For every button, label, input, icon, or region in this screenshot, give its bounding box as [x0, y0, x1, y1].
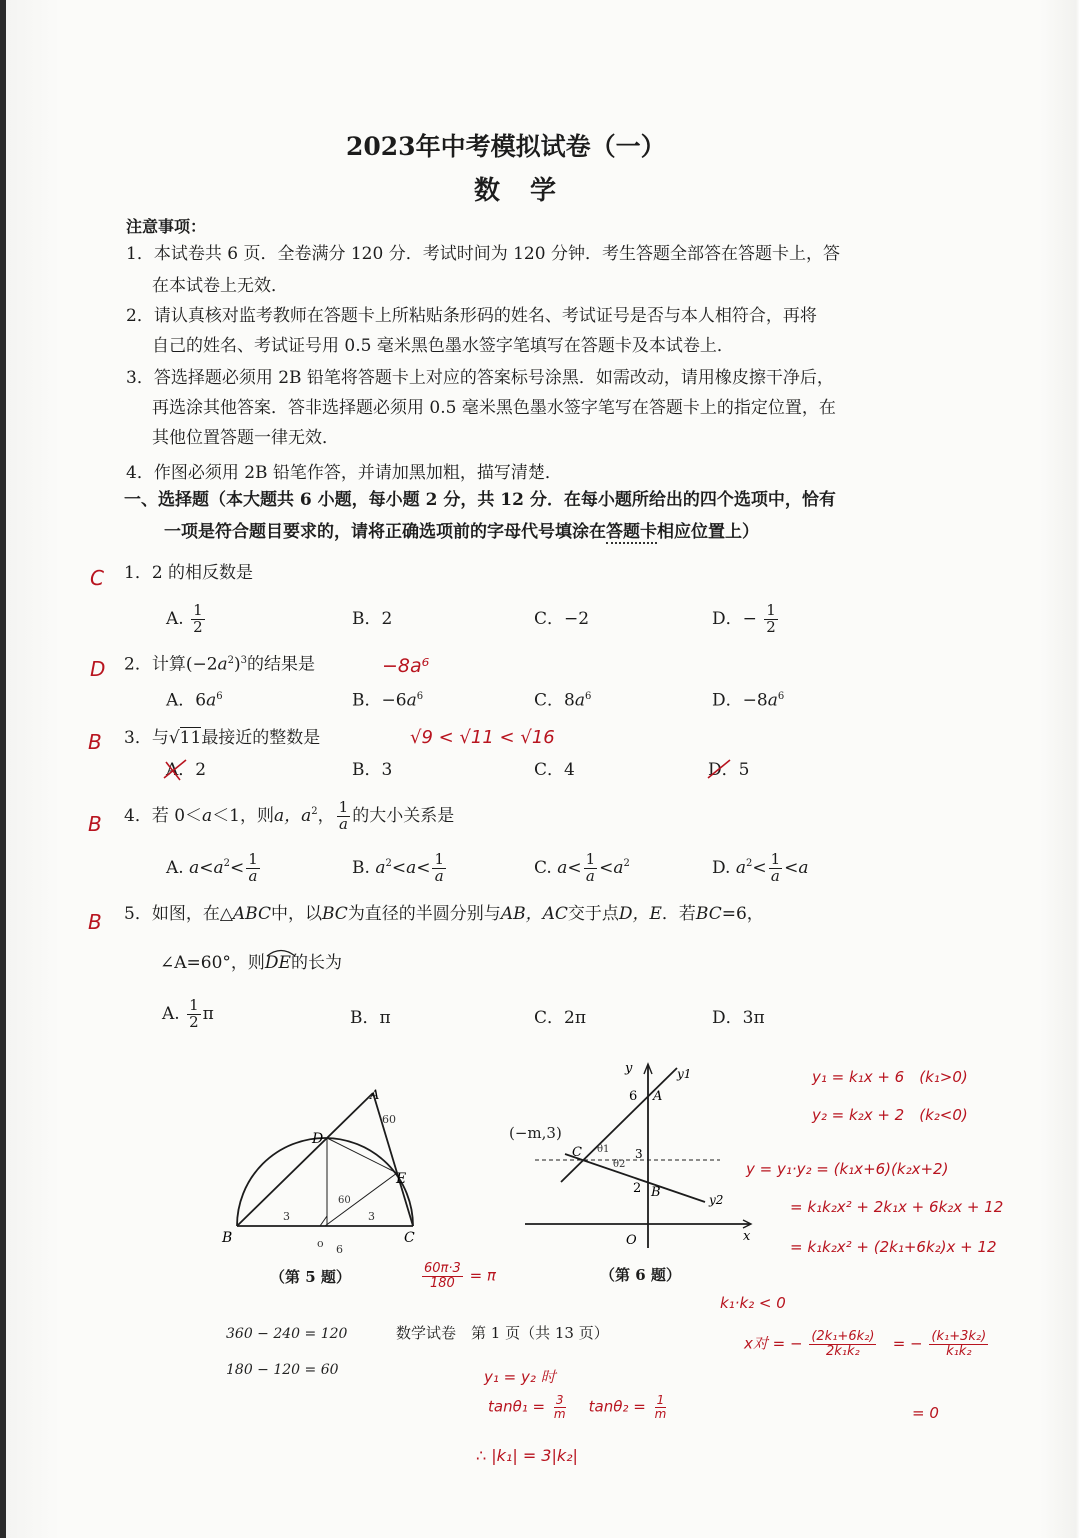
point-label-d: D [312, 1131, 324, 1147]
point-label-c: C [404, 1230, 415, 1246]
exam-title: 2023年中考模拟试卷（一） [346, 132, 666, 161]
emphasis-text: 答题卡 [606, 522, 657, 542]
handwritten-work: = 0 [912, 1404, 939, 1422]
option-b: B．π [350, 1008, 391, 1028]
handwritten-answer: B [88, 730, 102, 754]
numerator: 1 [189, 996, 199, 1014]
denominator: 2 [193, 617, 203, 636]
point-label-b: B [651, 1185, 661, 1200]
option-c: C. a< $\frac{1}{a}$ $<a^2$ [534, 850, 630, 885]
semicircle [237, 1138, 413, 1226]
series-label-y1: y1 [677, 1067, 692, 1081]
option-b: B. $a^2<a<$ $\frac{1}{a}$ [352, 850, 445, 885]
option-label: D. [712, 857, 731, 878]
handwritten-angle: θ2 [613, 1159, 626, 1170]
handwritten-answer: D [90, 657, 106, 681]
notice-line: 1．本试卷共 6 页．全卷满分 120 分．考试时间为 120 分钟．考生答题全部答在答题卡上，答 [126, 244, 840, 264]
notice-line: 4．作图必须用 2B 铅笔作答，并请加黑加粗，描写清楚． [126, 463, 562, 483]
radicand: 11 [179, 728, 202, 748]
variable: a [206, 690, 217, 711]
handwritten-work: = k₁k₂x² + 2k₁x + 6k₂x + 12 [790, 1198, 1004, 1216]
figure-6-caption: （第 6 题） [600, 1266, 681, 1284]
denominator: 180 [429, 1275, 455, 1291]
handwritten-work: y = y₁·y₂ = (k₁x+6)(k₂x+2) [746, 1160, 949, 1178]
variable: a [406, 690, 417, 711]
numerator: 1 [585, 850, 596, 868]
option-text: B．−6 [352, 690, 407, 711]
option-label: A. [166, 857, 184, 878]
handwritten-point: (−m,3) [509, 1124, 562, 1142]
page-footer: 数学试卷 第 1 页（共 13 页） [396, 1324, 609, 1342]
handwritten-label: 3 [368, 1210, 375, 1223]
point-label-a: A [370, 1088, 380, 1103]
stem-text: ， [317, 805, 335, 826]
exponent: 6 [584, 691, 592, 702]
fraction [929, 1330, 988, 1358]
fraction [246, 852, 260, 885]
handwritten-work: k₁·k₂ < 0 [720, 1294, 786, 1312]
option-a: A．2 [166, 760, 207, 780]
denominator: a [338, 814, 348, 833]
stem-text: 的结果是 [247, 654, 316, 675]
handwritten-work: 180 − 120 = 60 [226, 1362, 339, 1378]
handwritten-work: −8a⁶ [382, 655, 430, 677]
handwritten-work: = k₁k₂x² + (2k₁+6k₂)x + 12 [790, 1238, 997, 1256]
denominator: a [434, 866, 444, 885]
handwritten-text: x对 = − [744, 1334, 803, 1353]
y-axis-label: y [625, 1061, 633, 1076]
numerator: (2k₁+6k₂) [811, 1329, 875, 1344]
stem-text: 交于点 [567, 904, 619, 924]
cross-mark-icon [160, 756, 190, 784]
arc-symbol-icon [265, 947, 297, 957]
stem-text: 3．与 [124, 728, 169, 748]
fraction [422, 1262, 463, 1290]
figure-5-diagram [220, 1085, 430, 1260]
option-text: D．−8 [712, 690, 768, 711]
point-label-a: A [653, 1089, 663, 1104]
handwritten-answer: C [90, 566, 104, 590]
fraction [337, 800, 351, 833]
handwritten-work: y₁ = y₂ 时 [484, 1368, 556, 1386]
option-c: C．−2 [534, 609, 590, 629]
handwritten-work [488, 1394, 670, 1420]
exponent: 6 [777, 691, 785, 702]
option-c [534, 692, 591, 710]
option-label: C. [534, 857, 552, 878]
exponent: 6 [416, 691, 424, 702]
stem-text: ) [234, 654, 241, 675]
handwritten-angle: θ1 [597, 1144, 610, 1155]
denominator: 2 [189, 1012, 199, 1031]
question-stem: 1．2 的相反数是 [124, 563, 254, 583]
notice-line: 3．答选择题必须用 2B 铅笔将答题卡上对应的答案标号涂黑．如需改动，请用橡皮擦干净后， [126, 368, 834, 388]
option-b [352, 692, 423, 710]
handwritten-work: y₂ = k₂x + 2 (k₂<0) [812, 1106, 968, 1124]
exponent: 6 [216, 691, 223, 702]
fraction [769, 852, 783, 885]
denominator: a [585, 866, 595, 885]
variable: D，E [618, 904, 662, 924]
handwritten-label: 6 [336, 1243, 343, 1256]
pi-symbol: π [202, 1003, 214, 1024]
helper-line [325, 1173, 397, 1226]
arc-notation [265, 955, 291, 972]
handwritten-work [420, 1262, 496, 1290]
question-stem-cont [160, 955, 342, 972]
denominator: k₁k₂ [946, 1343, 972, 1359]
figure-6-diagram [505, 1058, 760, 1258]
option-label: B. [352, 857, 370, 878]
option-b: B．3 [352, 760, 393, 780]
handwritten-label: 3 [283, 1210, 290, 1223]
variable: DE [264, 953, 291, 973]
option-a [166, 603, 207, 636]
cross-mark-icon [704, 756, 734, 784]
option-d: D．5 [708, 760, 750, 780]
stem-text: ∠A=60°，则 [160, 953, 265, 973]
question-stem [124, 906, 764, 923]
handwritten-answer: B [88, 910, 102, 934]
subject-title: 数学 [474, 176, 587, 206]
handwritten-label: 60 [382, 1113, 396, 1126]
fraction [432, 852, 446, 885]
stem-text: 4．若 0＜ [124, 805, 203, 826]
option-text: C．8 [534, 690, 575, 711]
fraction [187, 998, 201, 1031]
numerator: 1 [770, 850, 781, 868]
exponent: 2 [311, 806, 318, 818]
stem-text: 5．如图，在△ [124, 904, 233, 924]
variable: BC [321, 904, 348, 924]
handwritten-label: 60 [338, 1195, 351, 1206]
helper-line [327, 1138, 397, 1173]
numerator: 3 [555, 1393, 564, 1407]
denominator: m [654, 1406, 667, 1421]
section-text: 相应位置上） [657, 522, 759, 542]
section-text: 一项是符合题目要求的，请将正确选项前的字母代号填涂在 [164, 522, 606, 542]
option-b: B．2 [352, 609, 393, 629]
option-label: D．− [712, 608, 757, 629]
denominator: a [248, 866, 258, 885]
fraction [809, 1330, 876, 1358]
section-heading-cont [164, 524, 759, 541]
handwritten-answer: B [88, 812, 102, 836]
fraction [191, 603, 205, 636]
handwritten-work [744, 1330, 990, 1358]
option-a [166, 692, 223, 710]
fraction [584, 852, 598, 885]
numerator: 1 [434, 850, 445, 868]
variable: ABC [232, 904, 271, 924]
point-label-e: E [396, 1171, 407, 1187]
option-a: A. $a<a^2<$ $\frac{1}{a}$ [166, 850, 258, 885]
denominator: 2 [766, 617, 776, 636]
stem-text: 中，以 [270, 904, 322, 924]
section-heading: 一、选择题（本大题共 6 小题，每小题 2 分，共 12 分．在每小题所给出的四个选项中，恰有 [124, 490, 836, 510]
stem-text: 的大小关系是 [352, 805, 455, 826]
variable: a [574, 690, 585, 711]
point-label-c: C [572, 1145, 582, 1160]
variable: AB，AC [500, 904, 568, 924]
variable: a [217, 654, 228, 675]
stem-text: =6， [721, 904, 764, 924]
handwritten-work: 360 − 240 = 120 [226, 1326, 348, 1342]
variable: a，a [274, 805, 312, 826]
option-a [162, 998, 214, 1031]
tick-label: 2 [633, 1181, 642, 1196]
point-label-b: B [222, 1230, 233, 1246]
series-label-y2: y2 [709, 1193, 724, 1207]
numerator: 1 [338, 798, 349, 816]
tick-label: 6 [629, 1089, 638, 1104]
x-axis-label: x [743, 1229, 751, 1244]
handwritten-label: o [317, 1237, 324, 1250]
numerator: (k₁+3k₂) [931, 1329, 987, 1344]
handwritten-work: ∴ |k₁| = 3|k₂| [476, 1446, 578, 1465]
fraction [764, 603, 778, 636]
denominator: a [770, 866, 780, 885]
notice-line: 自己的姓名、考试证号用 0.5 毫米黑色墨水签字笔填写在答题卡及本试卷上． [152, 336, 734, 356]
numerator: 1 [656, 1393, 665, 1407]
handwritten-text: = − [892, 1334, 923, 1353]
stem-text: 为直径的半圆分别与 [347, 904, 501, 924]
denominator: 2k₁k₂ [825, 1343, 860, 1359]
notice-line: 其他位置答题一律无效． [152, 428, 339, 448]
notice-heading: 注意事项： [126, 217, 207, 236]
stem-text: 最接近的整数是 [201, 728, 321, 748]
variable: a [202, 805, 213, 826]
stem-text: ．若 [661, 904, 696, 924]
fraction [653, 1394, 669, 1420]
numerator: 1 [248, 850, 258, 868]
stem-text: 的长为 [290, 953, 342, 973]
option-d: D．3π [712, 1008, 765, 1028]
option-d [712, 692, 784, 710]
variable: BC [695, 904, 722, 924]
question-stem [124, 656, 315, 674]
handwritten-work: √9 < √11 < √16 [410, 727, 555, 748]
handwritten-text: tanθ₁ = [488, 1397, 546, 1416]
option-c: C．2π [534, 1008, 586, 1028]
fraction [552, 1394, 568, 1420]
stem-text: 2．计算(−2 [124, 654, 218, 675]
denominator: m [553, 1406, 566, 1421]
question-stem [124, 800, 454, 833]
handwritten-text: = π [469, 1266, 496, 1285]
option-text: A．6 [166, 690, 207, 711]
notice-line: 2．请认真核对监考教师在答题卡上所粘贴条形码的姓名、考试证号是否与本人相符合，再将 [126, 306, 817, 326]
figure-5-caption: （第 5 题） [270, 1268, 351, 1286]
stem-text: ＜1，则 [212, 805, 275, 826]
handwritten-work: y₁ = k₁x + 6 (k₁>0) [812, 1068, 968, 1086]
option-c: C．4 [534, 760, 575, 780]
option-label: A. [162, 1003, 180, 1024]
exponent: 3 [240, 655, 248, 666]
question-stem [124, 730, 320, 747]
numerator: 1 [766, 601, 776, 619]
option-label: A. [166, 608, 184, 629]
numerator: 1 [193, 601, 203, 619]
notice-line: 再选涂其他答案．答非选择题必须用 0.5 毫米黑色墨水签字笔写在答题卡上的指定位置，在 [152, 398, 836, 418]
tick-label: 3 [635, 1147, 643, 1161]
handwritten-text: tanθ₂ = [588, 1397, 646, 1416]
numerator: 60π·3 [424, 1261, 461, 1276]
variable: a [767, 690, 778, 711]
origin-label: O [626, 1233, 637, 1248]
notice-line: 在本试卷上无效． [152, 276, 288, 296]
exponent: 2 [227, 655, 235, 666]
radical-sign: √ [168, 728, 180, 748]
option-d: D. $a^2<$ $\frac{1}{a}$ <a [712, 850, 809, 885]
option-d [712, 603, 780, 636]
